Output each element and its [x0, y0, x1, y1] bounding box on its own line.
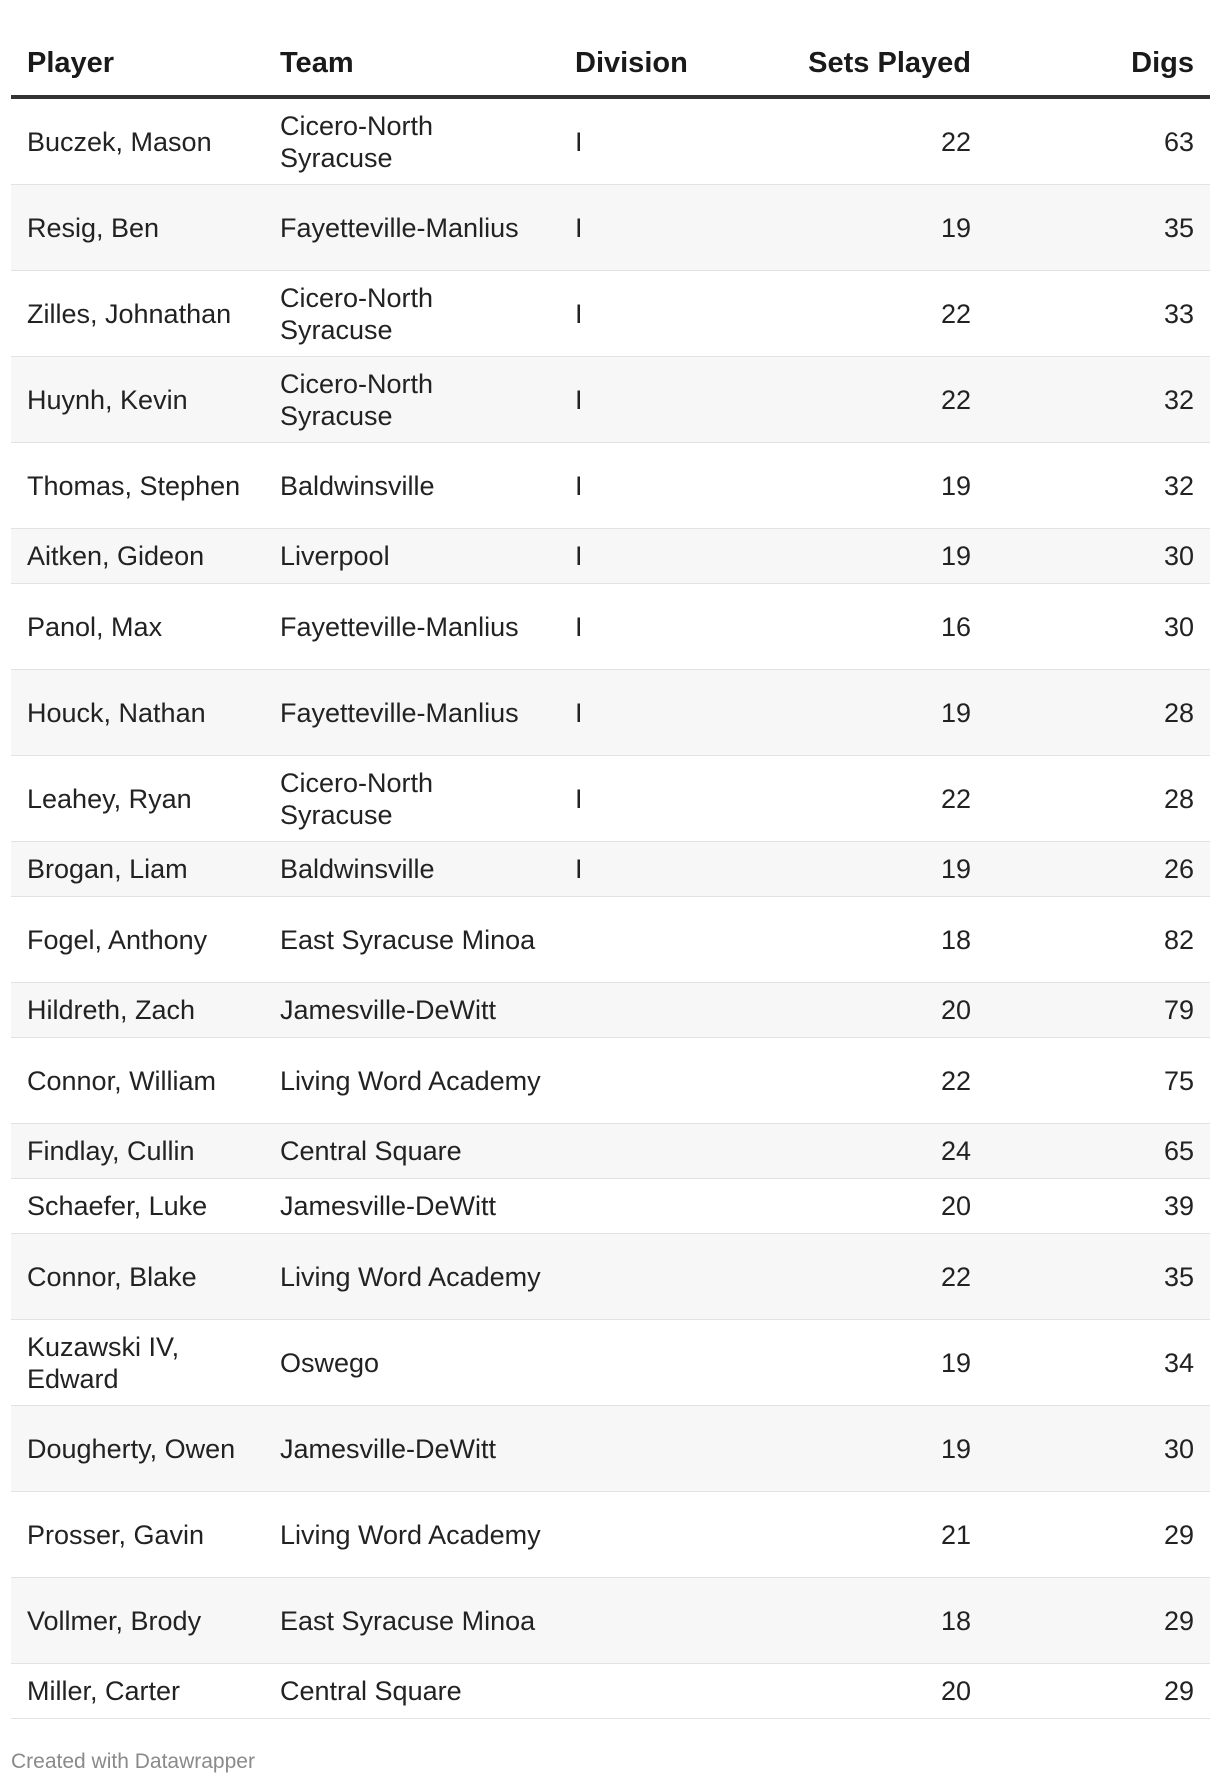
table-row [11, 983, 1210, 1038]
cell-team: Oswego [264, 1320, 559, 1406]
column-header-player[interactable]: Player [11, 32, 264, 97]
table-row [11, 584, 1210, 670]
table-row [11, 756, 1210, 842]
cell-sets-played: 19 [709, 529, 987, 584]
cell-digs: 35 [987, 185, 1210, 271]
cell-team: Cicero-North Syracuse [264, 756, 559, 842]
cell-player: Buczek, Mason [11, 97, 264, 185]
table-row [11, 670, 1210, 756]
footer-credit: Created with Datawrapper [11, 1750, 255, 1773]
cell-player: Connor, William [11, 1038, 264, 1124]
cell-sets-played: 18 [709, 1578, 987, 1664]
cell-digs: 28 [987, 756, 1210, 842]
cell-sets-played: 22 [709, 271, 987, 357]
cell-team: Living Word Academy [264, 1492, 559, 1578]
cell-player: Kuzawski IV, Edward [11, 1320, 264, 1406]
cell-digs: 32 [987, 443, 1210, 529]
cell-player: Panol, Max [11, 584, 264, 670]
cell-player: Zilles, Johnathan [11, 271, 264, 357]
cell-player: Hildreth, Zach [11, 983, 264, 1038]
cell-player: Huynh, Kevin [11, 357, 264, 443]
cell-division [559, 1492, 709, 1578]
cell-team: Fayetteville-Manlius [264, 584, 559, 670]
cell-division [559, 1179, 709, 1234]
cell-digs: 39 [987, 1179, 1210, 1234]
cell-player: Prosser, Gavin [11, 1492, 264, 1578]
cell-digs: 63 [987, 97, 1210, 185]
cell-team: Cicero-North Syracuse [264, 357, 559, 443]
cell-digs: 30 [987, 584, 1210, 670]
cell-division: I [559, 584, 709, 670]
cell-digs: 65 [987, 1124, 1210, 1179]
table-row [11, 1124, 1210, 1179]
cell-sets-played: 19 [709, 842, 987, 897]
cell-player: Miller, Carter [11, 1664, 264, 1719]
cell-team: Fayetteville-Manlius [264, 185, 559, 271]
cell-digs: 29 [987, 1664, 1210, 1719]
table-header-row [11, 32, 1210, 97]
cell-sets-played: 20 [709, 983, 987, 1038]
cell-team: Central Square [264, 1124, 559, 1179]
cell-sets-played: 19 [709, 1320, 987, 1406]
cell-sets-played: 16 [709, 584, 987, 670]
table-row [11, 529, 1210, 584]
cell-team: Living Word Academy [264, 1234, 559, 1320]
cell-division [559, 1578, 709, 1664]
cell-digs: 26 [987, 842, 1210, 897]
cell-division [559, 1406, 709, 1492]
cell-digs: 28 [987, 670, 1210, 756]
cell-digs: 32 [987, 357, 1210, 443]
cell-team: Liverpool [264, 529, 559, 584]
cell-division: I [559, 529, 709, 584]
table-row [11, 443, 1210, 529]
table-container [11, 32, 1210, 1719]
cell-digs: 33 [987, 271, 1210, 357]
cell-sets-played: 22 [709, 756, 987, 842]
cell-player: Findlay, Cullin [11, 1124, 264, 1179]
cell-division: I [559, 443, 709, 529]
cell-sets-played: 20 [709, 1664, 987, 1719]
table-row [11, 842, 1210, 897]
cell-division: I [559, 670, 709, 756]
cell-player: Connor, Blake [11, 1234, 264, 1320]
cell-team: Jamesville-DeWitt [264, 1179, 559, 1234]
column-header-sets-played[interactable]: Sets Played [709, 32, 987, 97]
cell-digs: 35 [987, 1234, 1210, 1320]
cell-sets-played: 19 [709, 1406, 987, 1492]
cell-sets-played: 19 [709, 670, 987, 756]
column-header-digs[interactable]: Digs [987, 32, 1210, 97]
cell-division: I [559, 756, 709, 842]
cell-team: Baldwinsville [264, 443, 559, 529]
column-header-team[interactable]: Team [264, 32, 559, 97]
cell-division [559, 1038, 709, 1124]
table-row [11, 357, 1210, 443]
cell-digs: 82 [987, 897, 1210, 983]
cell-digs: 75 [987, 1038, 1210, 1124]
cell-division [559, 1234, 709, 1320]
cell-player: Houck, Nathan [11, 670, 264, 756]
table-row [11, 1664, 1210, 1719]
table-row [11, 1578, 1210, 1664]
table-row [11, 1406, 1210, 1492]
cell-division: I [559, 185, 709, 271]
cell-team: East Syracuse Minoa [264, 1578, 559, 1664]
cell-team: Baldwinsville [264, 842, 559, 897]
cell-division [559, 1320, 709, 1406]
table-row [11, 185, 1210, 271]
table-row [11, 1038, 1210, 1124]
cell-team: Fayetteville-Manlius [264, 670, 559, 756]
cell-division: I [559, 357, 709, 443]
cell-digs: 30 [987, 1406, 1210, 1492]
cell-team: Jamesville-DeWitt [264, 1406, 559, 1492]
cell-sets-played: 22 [709, 1038, 987, 1124]
table-row [11, 1492, 1210, 1578]
table-row [11, 97, 1210, 185]
cell-sets-played: 22 [709, 97, 987, 185]
cell-player: Schaefer, Luke [11, 1179, 264, 1234]
table-row [11, 1179, 1210, 1234]
cell-team: Living Word Academy [264, 1038, 559, 1124]
table-row [11, 897, 1210, 983]
cell-player: Dougherty, Owen [11, 1406, 264, 1492]
cell-sets-played: 19 [709, 185, 987, 271]
cell-division: I [559, 97, 709, 185]
cell-sets-played: 19 [709, 443, 987, 529]
cell-sets-played: 22 [709, 1234, 987, 1320]
cell-team: Cicero-North Syracuse [264, 97, 559, 185]
cell-sets-played: 21 [709, 1492, 987, 1578]
column-header-division[interactable]: Division [559, 32, 709, 97]
cell-team: Jamesville-DeWitt [264, 983, 559, 1038]
stats-table [11, 32, 1210, 1719]
cell-digs: 29 [987, 1492, 1210, 1578]
cell-player: Thomas, Stephen [11, 443, 264, 529]
table-row [11, 1320, 1210, 1406]
table-row [11, 271, 1210, 357]
cell-player: Fogel, Anthony [11, 897, 264, 983]
cell-team: East Syracuse Minoa [264, 897, 559, 983]
cell-team: Cicero-North Syracuse [264, 271, 559, 357]
cell-sets-played: 24 [709, 1124, 987, 1179]
cell-division: I [559, 842, 709, 897]
cell-player: Resig, Ben [11, 185, 264, 271]
cell-sets-played: 22 [709, 357, 987, 443]
cell-player: Leahey, Ryan [11, 756, 264, 842]
cell-digs: 79 [987, 983, 1210, 1038]
table-row [11, 1234, 1210, 1320]
cell-player: Aitken, Gideon [11, 529, 264, 584]
cell-division [559, 1124, 709, 1179]
cell-digs: 34 [987, 1320, 1210, 1406]
cell-division [559, 983, 709, 1038]
cell-division [559, 1664, 709, 1719]
cell-sets-played: 18 [709, 897, 987, 983]
cell-team: Central Square [264, 1664, 559, 1719]
cell-player: Brogan, Liam [11, 842, 264, 897]
table-body [11, 97, 1210, 1719]
cell-sets-played: 20 [709, 1179, 987, 1234]
cell-player: Vollmer, Brody [11, 1578, 264, 1664]
cell-digs: 29 [987, 1578, 1210, 1664]
cell-division [559, 897, 709, 983]
cell-digs: 30 [987, 529, 1210, 584]
cell-division: I [559, 271, 709, 357]
